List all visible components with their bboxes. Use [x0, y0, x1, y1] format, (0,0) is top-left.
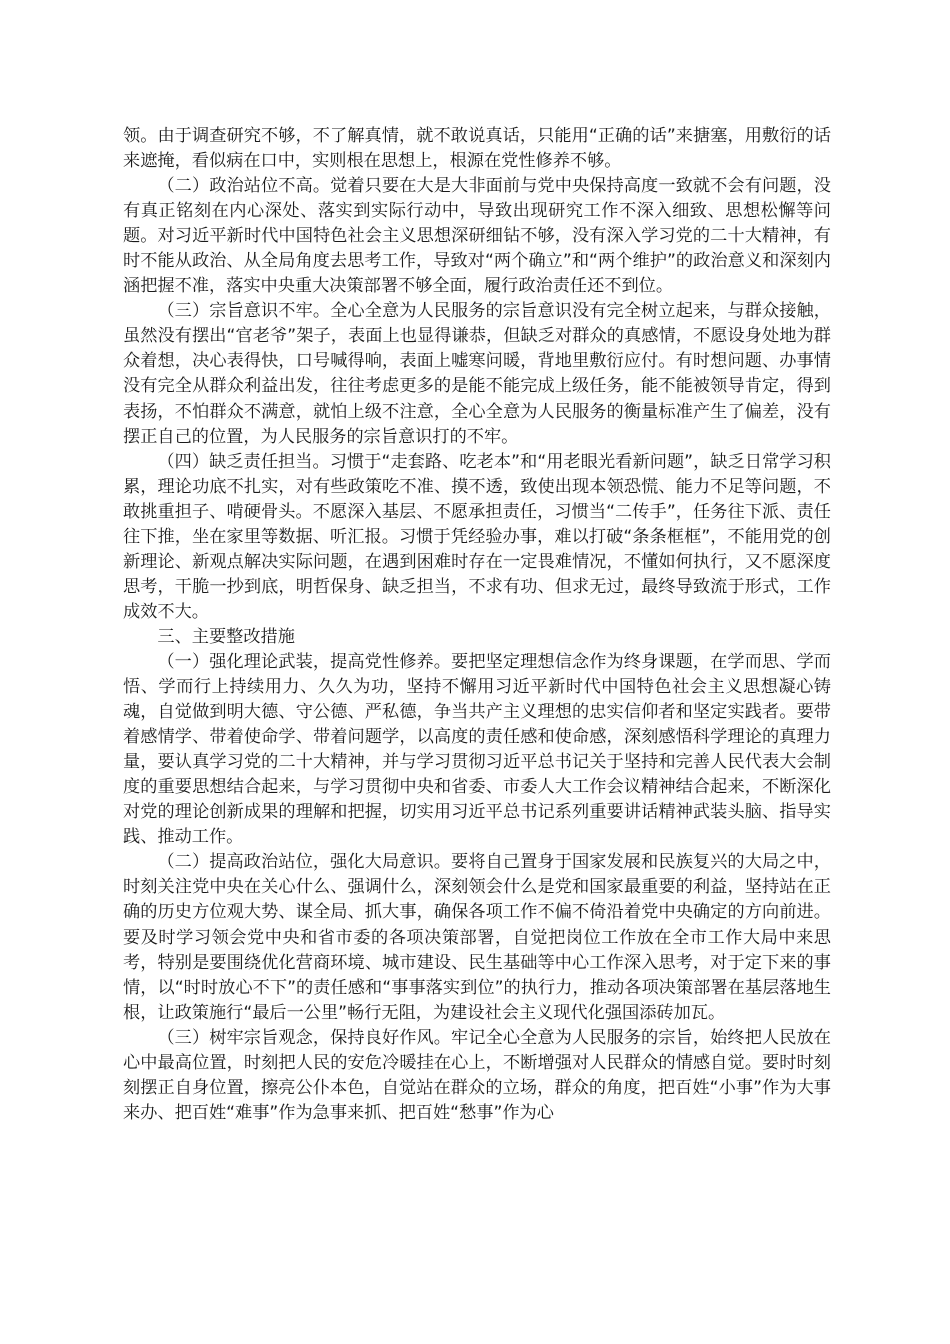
- paragraph-purpose-concept: （三）树牢宗旨观念，保持良好作风。牢记全心全意为人民服务的宗旨，始终把人民放在心中最高位置，时刻把人民的安危冷暖挂在心上，不断增强对人民群众的情感自觉。要时时刻刻摆正自身位置，擦亮公仆本色，自觉站在群众的立场，群众的角度，把百姓“小事”作为大事来办、把百姓“难事”作为急事来抓、把百姓“愁事”作为心: [123, 1027, 831, 1123]
- section-heading-rectification-measures: 三、主要整改措施: [157, 626, 295, 647]
- paragraph-political-stance: （二）政治站位不高。觉着只要在大是大非面前与党中央保持高度一致就不会有问题，没有真正铭刻在内心深处、落实到实际行动中，导致出现研究工作不深入细致、思想松懈等问题。对习近平新时代中国特色社会主义思想深研细钻不够，没有深入学习党的二十大精神，有时不能从政治、从全局角度去思考工作，导致对“两个确立”和“两个维护”的政治意义和深刻内涵把握不准，落实中央重大决策部署不够全面，履行政治责任还不到位。: [123, 176, 831, 297]
- document-body: [123, 124, 831, 1126]
- paragraph-purpose-awareness: （三）宗旨意识不牢。全心全意为人民服务的宗旨意识没有完全树立起来，与群众接触，虽然没有摆出“官老爷”架子，表面上也显得谦恭，但缺乏对群众的真感情，不愿设身处地为群众着想，决心表得快，口号喊得响，表面上嘘寒问暖，背地里敷衍应付。有时想问题、办事情没有完全从群众利益出发，往往考虑更多的是能不能完成上级任务，能不能被领导肯定，得到表扬，不怕群众不满意，就怕上级不注意，全心全意为人民服务的衡量标准产生了偏差，没有摆正自己的位置，为人民服务的宗旨意识打的不牢。: [123, 301, 831, 447]
- paragraph-responsibility: （四）缺乏责任担当。习惯于“走套路、吃老本”和“用老眼光看新问题”，缺乏日常学习积累，理论功底不扎实，对有些政策吃不准、摸不透，致使出现本领恐慌、能力不足等问题，不敢挑重担子、啃硬骨头。不愿深入基层、不愿承担责任，习惯当“二传手”，任务往下派、责任往下推，坐在家里等数据、听汇报。习惯于凭经验办事，难以打破“条条框框”，不能用党的创新理论、新观点解决实际问题，在遇到困难时存在一定畏难情况，不懂如何执行，又不愿深度思考，干脆一抄到底，明哲保身、缺乏担当，不求有功、但求无过，最终导致流于形式，工作成效不大。: [123, 451, 831, 622]
- paragraph-continuation: 领。由于调查研究不够，不了解真情，就不敢说真话，只能用“正确的话”来搪塞，用敷衍的话来遮掩，看似病在口中，实则根在思想上，根源在党性修养不够。: [123, 126, 831, 172]
- paragraph-overall-awareness: （二）提高政治站位，强化大局意识。要将自己置身于国家发展和民族复兴的大局之中，时刻关注党中央在关心什么、强调什么，深刻领会什么是党和国家最重要的利益，坚持站在正确的历史方位观大势、谋全局、抓大事，确保各项工作不偏不倚沿着党中央确定的方向前进。要及时学习领会党中央和省市委的各项决策部署，自觉把岗位工作放在全市工作大局中来思考，特别是要围绕优化营商环境、城市建设、民生基础等中心工作深入思考，对于定下来的事情，以“时时放心不下”的责任感和“事事落实到位”的执行力，推动各项决策部署在基层落地生根，让政策施行“最后一公里”畅行无阻，为建设社会主义现代化强国添砖加瓦。: [123, 852, 831, 1023]
- paragraph-theory-armament: （一）强化理论武装，提高党性修养。要把坚定理想信念作为终身课题，在学而思、学而悟、学而行上持续用力、久久为功，坚持不懈用习近平新时代中国特色社会主义思想凝心铸魂，自觉做到明大德、守公德、严私德，争当共产主义理想的忠实信仰者和坚定实践者。要带着感情学、带着使命学、带着问题学，以高度的责任感和使命感，深刻感悟科学理论的真理力量，要认真学习党的二十大精神，并与学习贯彻习近平总书记关于坚持和完善人民代表大会制度的重要思想结合起来，与学习贯彻中央和省委、市委人大工作会议精神结合起来，不断深化对党的理论创新成果的理解和把握，切实用习近平总书记系列重要讲话精神武装头脑、指导实践、推动工作。: [123, 651, 831, 848]
